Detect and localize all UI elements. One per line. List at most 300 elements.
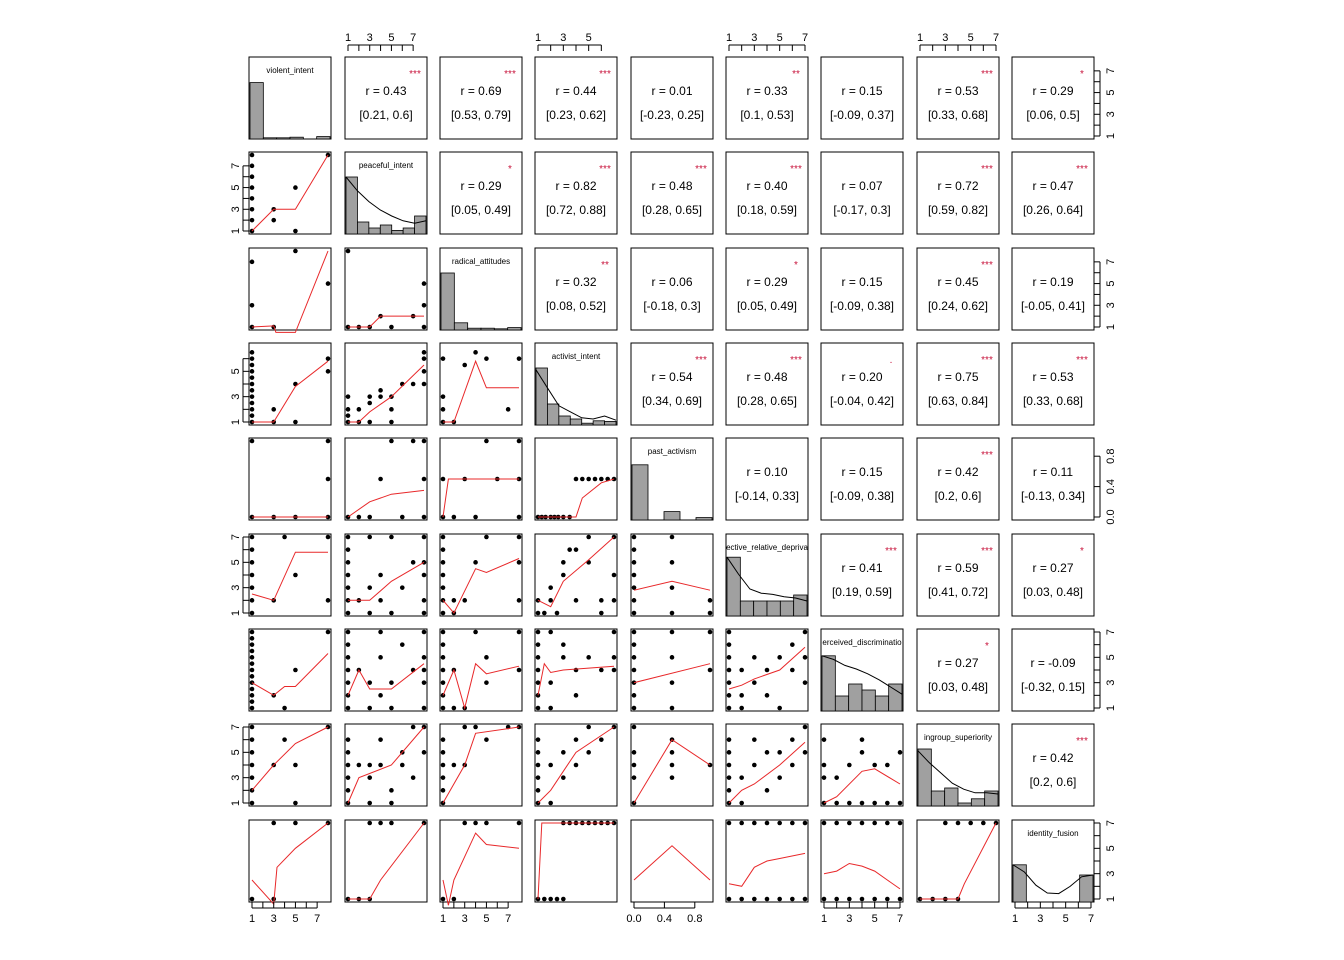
histogram-bar [547,404,558,425]
scatter-point [250,801,255,806]
tick-label: 7 [801,32,809,44]
scatter-point [293,573,298,578]
scatter-point [250,394,255,399]
scatter-point [727,897,732,902]
tick-label: 7 [230,533,242,541]
scatter-point [727,821,732,826]
scatter-point [411,725,416,730]
histogram-bar [317,137,330,139]
scatter-point [441,535,446,540]
scatter-point [727,693,732,698]
scatter-point [574,668,579,673]
scatter-point [462,363,467,368]
tick-label: 3 [230,584,242,591]
tick-label: 0.0 [626,913,642,925]
scatter-point [441,477,446,482]
scatter-point [293,229,298,234]
panel-frame [249,629,331,711]
scatter-point [847,897,852,902]
tick-label: 5 [230,749,242,756]
scatter-point [860,737,865,742]
smooth-line [443,833,519,905]
correlation-value: r = 0.53 [937,84,979,98]
scatter-point [803,655,808,660]
scatter-point [752,897,757,902]
scatter-point [462,598,467,603]
scatter-point [574,477,579,482]
confidence-interval: [0.19, 0.59] [831,585,893,599]
scatter-point [378,737,383,742]
scatter-point [517,515,522,520]
scatter-point [593,477,598,482]
scatter-point [422,281,427,286]
tick-label: 7 [230,723,242,731]
scatter-point [422,655,427,660]
confidence-interval: [0.28, 0.65] [736,394,798,408]
correlation-value: r = 0.44 [555,84,597,98]
scatter-point [517,821,522,826]
scatter-point [422,680,427,685]
histogram-bar [570,419,581,425]
scatter-point [885,897,890,902]
significance-stars: *** [409,69,421,80]
scatter-point [250,636,255,641]
scatter-point [389,325,394,330]
scatter-point [250,699,255,704]
scatter-point [389,611,394,616]
significance-stars: * [1080,546,1084,557]
scatter-point [885,821,890,826]
scatter-point [250,693,255,698]
panel-frame [345,438,427,520]
scatter-point [790,668,795,673]
scatter-point [599,477,604,482]
scatter-point [517,560,522,565]
scatter-point [599,598,604,603]
tick-label: 1 [916,32,924,44]
scatter-point [250,401,255,406]
confidence-interval: [0.26, 0.64] [1022,203,1084,217]
scatter-point [250,661,255,666]
scatter-point [250,439,255,444]
scatter-point [885,801,890,806]
scatter-point [250,750,255,755]
tick-label: 7 [896,913,904,925]
scatter-point [612,630,617,635]
tick-label: 5 [967,32,974,44]
correlation-value: r = 0.07 [841,179,883,193]
scatter-point [517,630,522,635]
scatter-point [777,655,782,660]
scatter-point [346,394,351,399]
scatter-point [452,598,457,603]
scatter-point [599,737,604,742]
scatter-point [548,680,553,685]
scatter-point [441,693,446,698]
tick-label: 7 [1087,913,1095,925]
scatter-point [250,560,255,565]
scatter-point [250,535,255,540]
scatter-point [400,763,405,768]
scatter-point [250,668,255,673]
scatter-point [473,560,478,565]
scatter-point [441,737,446,742]
correlation-value: r = 0.40 [746,179,788,193]
tick-label: 7 [410,32,417,44]
scatter-point [632,775,637,780]
scatter-point [326,356,331,361]
correlation-value: r = 0.59 [937,561,979,575]
tick-label: 3 [1105,870,1117,877]
scatter-point [765,668,770,673]
scatter-point [612,655,617,660]
scatter-point [250,585,255,590]
scatter-point [790,897,795,902]
scatter-point [441,547,446,552]
panel-frame [821,438,903,520]
scatter-point [250,260,255,265]
significance-stars: * [1080,69,1084,80]
panel-frame [1012,248,1094,330]
scatter-point [250,680,255,685]
scatter-point [473,515,478,520]
scatter-point [441,611,446,616]
smooth-line [729,853,805,886]
histogram-bar [290,137,303,139]
scatter-point [400,515,405,520]
scatter-point [250,388,255,393]
significance-stars: *** [695,164,707,175]
scatter-point [548,801,553,806]
variable-label: peaceful_intent [358,161,414,170]
scatter-point [282,706,287,711]
scatter-point [739,693,744,698]
smooth-line [252,823,328,904]
scatter-point [422,706,427,711]
panel-frame [249,248,331,330]
scatter-point [632,668,637,673]
scatter-point [765,788,770,793]
scatter-point [765,821,770,826]
scatter-point [484,439,489,444]
confidence-interval: [-0.13, 0.34] [1020,489,1086,503]
smooth-line [443,479,519,517]
significance-stars: * [508,164,512,175]
scatter-point [484,821,489,826]
significance-stars: *** [981,164,993,175]
scatter-point [389,821,394,826]
scatter-point [378,821,383,826]
scatter-point [898,897,903,902]
significance-stars: *** [790,164,802,175]
scatter-point [378,693,383,698]
scatter-point [250,218,255,223]
scatter-point [956,821,961,826]
scatter-point [765,897,770,902]
smooth-line [252,361,328,422]
correlation-value: r = 0.32 [555,275,597,289]
confidence-interval: [-0.09, 0.38] [829,299,895,313]
scatter-point [517,535,522,540]
smooth-line [348,365,424,422]
scatter-point [765,750,770,755]
variable-label: ingroup_superiority [923,733,993,742]
tick-label: 5 [1105,280,1117,287]
tick-label: 1 [344,32,352,44]
tick-label: 1 [1105,895,1117,903]
scatter-point [670,680,675,685]
scatter-point [727,775,732,780]
scatter-point [574,737,579,742]
scatter-point [872,821,877,826]
scatter-point [517,668,522,673]
tick-label: 1 [230,799,242,807]
correlation-value: r = 0.27 [1032,561,1074,575]
confidence-interval: [0.2, 0.6] [934,489,982,503]
histogram-bar [392,230,403,234]
tick-label: 3 [1105,111,1117,118]
scatter-point [885,763,890,768]
scatter-point [367,763,372,768]
scatter-point [400,642,405,647]
histogram-bar [536,368,547,425]
scatter-point [898,750,903,755]
variable-label: radical_attitudes [451,257,511,266]
smooth-line [538,479,614,517]
variable-label: activist_intent [551,352,601,361]
panel-frame [440,534,522,616]
tick-label: 3 [751,32,758,44]
scatter-point [548,630,553,635]
scatter-point [346,680,351,685]
scatter-point [739,775,744,780]
significance-stars: *** [599,69,611,80]
scatter-point [293,668,298,673]
scatter-point [389,535,394,540]
tick-label: 1 [230,418,242,426]
scatter-point [777,706,782,711]
scatter-point [250,382,255,387]
significance-stars: *** [1076,164,1088,175]
smooth-line [443,664,519,708]
scatter-point [367,801,372,806]
scatter-point [586,477,591,482]
significance-stars: *** [981,260,993,271]
panel-frame [821,152,903,234]
scatter-point [441,585,446,590]
scatter-point [250,407,255,412]
correlation-value: r = 0.27 [937,656,979,670]
scatter-point [282,535,287,540]
scatter-point [574,598,579,603]
scatter-point [898,801,903,806]
scatter-point [462,821,467,826]
tick-label: 1 [439,913,447,925]
panel-frame [249,724,331,806]
panel-frame [726,438,808,520]
correlation-value: r = 0.29 [746,275,788,289]
scatter-point [250,363,255,368]
scatter-point [790,737,795,742]
scatter-point [670,775,675,780]
scatter-point [346,706,351,711]
smooth-line [920,823,996,899]
scatter-point [542,897,547,902]
scatter-point [411,775,416,780]
scatter-point [250,185,255,190]
scatter-point [422,611,427,616]
scatter-point [250,356,255,361]
scatter-point [632,598,637,603]
scatter-point [777,750,782,755]
scatter-point [346,750,351,755]
scatter-point [346,668,351,673]
tick-label: 3 [230,393,242,400]
tick-label: 1 [725,32,733,44]
histogram-bar [971,799,984,806]
scatter-point [727,763,732,768]
scatter-point [441,356,446,361]
scatter-point [517,356,522,361]
smooth-line [252,654,328,696]
tick-label: 3 [1105,679,1117,686]
histogram-bar [263,138,276,139]
scatter-point [708,598,713,603]
scatter-point [536,642,541,647]
scatter-point [271,821,276,826]
tick-label: 5 [1062,913,1069,925]
scatter-point [561,775,566,780]
scatter-point [561,655,566,660]
scatter-point [739,897,744,902]
scatter-point [632,630,637,635]
scatter-point [473,630,478,635]
scatter-point [727,630,732,635]
histogram-bar [454,323,467,330]
scatter-point [293,801,298,806]
scatter-point [422,630,427,635]
scatter-point [555,897,560,902]
tick-label: 3 [846,913,853,925]
scatter-point [250,413,255,418]
scatter-point [860,821,865,826]
significance-stars: *** [695,355,707,366]
scatter-point [250,164,255,169]
scatter-point [777,821,782,826]
tick-label: 1 [820,913,828,925]
correlation-value: r = 0.01 [651,84,693,98]
scatter-point [250,573,255,578]
tick-label: 5 [230,559,242,566]
scatter-point [727,668,732,673]
correlation-value: r = 0.47 [1032,179,1074,193]
histogram-bar [849,684,862,711]
smooth-line [252,552,328,600]
confidence-interval: [0.03, 0.48] [927,680,989,694]
scatter-point [473,821,478,826]
scatter-point [981,821,986,826]
panel-frame [821,820,903,902]
tick-label: 0.8 [687,913,703,925]
tick-label: 3 [270,913,277,925]
correlation-value: r = 0.53 [1032,370,1074,384]
histogram-bar [862,690,875,711]
scatter-point [422,369,427,374]
scatter-point [670,706,675,711]
panel-frame [249,343,331,425]
correlation-value: r = 0.54 [651,370,693,384]
scatter-point [599,668,604,673]
scatter-point [536,737,541,742]
correlation-value: r = 0.42 [1032,751,1074,765]
tick-label: 1 [230,227,242,235]
scatter-point [777,775,782,780]
tick-label: 5 [1105,89,1117,96]
scatter-point [422,439,427,444]
scatter-point [872,763,877,768]
confidence-interval: [0.03, 0.48] [1022,585,1084,599]
histogram-bar [875,696,888,711]
histogram-bar [277,138,290,139]
scatter-point [574,547,579,552]
scatter-point [452,897,457,902]
scatter-point [727,655,732,660]
histogram-bar [835,696,848,711]
scatter-point [790,642,795,647]
scatter-point [803,725,808,730]
panel-frame [249,438,331,520]
panel-frame [631,57,713,139]
scatter-point [422,382,427,387]
smooth-line [348,823,424,899]
scatter-point [548,598,553,603]
confidence-interval: [-0.32, 0.15] [1020,680,1086,694]
histogram-bar [605,421,616,425]
scatter-point [765,693,770,698]
scatter-point [441,407,446,412]
tick-label: 5 [230,368,242,375]
scatter-point [346,763,351,768]
scatter-point [632,560,637,565]
scatter-point [752,737,757,742]
smooth-line [538,823,614,899]
scatter-point [389,788,394,793]
scatter-point [326,535,331,540]
tick-label: 5 [1105,654,1117,661]
scatter-point [872,801,877,806]
scatter-point [484,356,489,361]
scatter-point [346,655,351,660]
density-curve [346,177,426,223]
scatter-point [378,763,383,768]
scatter-point [389,439,394,444]
scatter-point [326,477,331,482]
panel-frame [345,820,427,902]
scatter-point [441,573,446,578]
scatter-point [346,407,351,412]
scatter-point [441,750,446,755]
scatter-point [250,375,255,380]
histogram-bar [582,423,593,425]
panel-frame [440,343,522,425]
scatter-point [367,775,372,780]
scatter-point [586,655,591,660]
scatter-point [536,763,541,768]
scatter-point [346,693,351,698]
tick-label: 5 [292,913,299,925]
scatter-point [346,560,351,565]
scatter-point [389,706,394,711]
